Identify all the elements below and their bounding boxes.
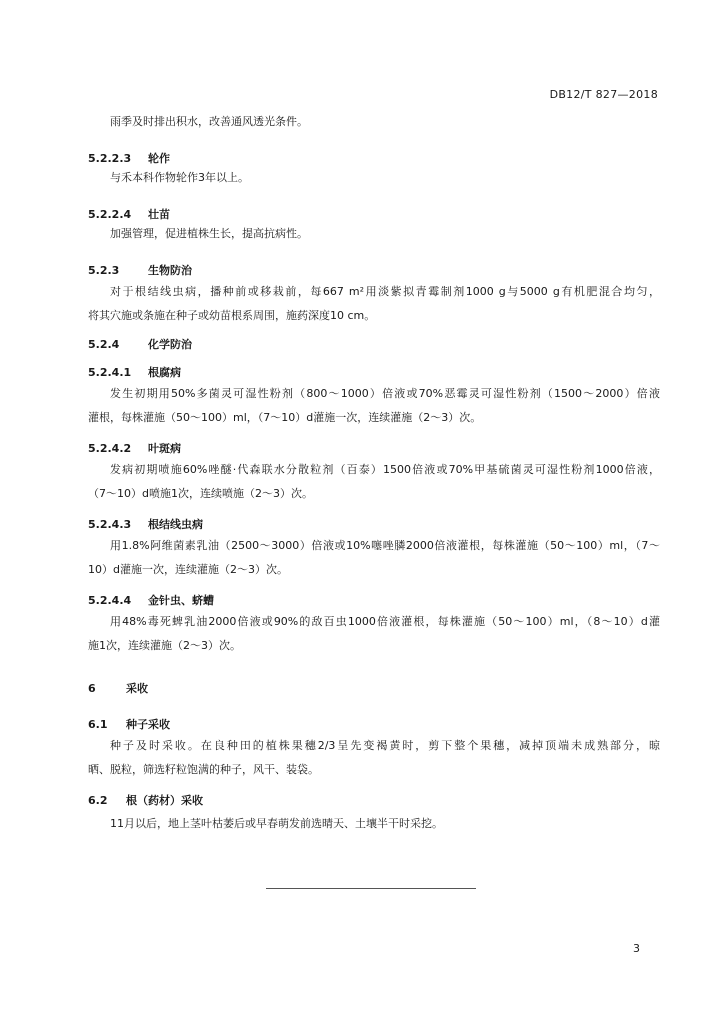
paragraph-line: 施1次，连续灌施（2～3）次。	[88, 639, 241, 652]
paragraph	[88, 110, 660, 134]
paragraph-line: 对于根结线虫病，播种前或移栽前，每667 m²用淡紫拟青霉制剂1000 g与5000 g有机肥混合均匀，	[110, 285, 660, 298]
section-number: 6	[88, 682, 96, 695]
paragraph-line: 11月以后，地上茎叶枯萎后或早春萌发前选晴天、土壤半干时采挖。	[110, 817, 443, 830]
paragraph	[88, 458, 660, 506]
page-number: 3	[633, 942, 640, 955]
section-number: 6.2	[88, 794, 108, 807]
section-heading	[88, 336, 192, 352]
section-title: 壮苗	[148, 208, 170, 221]
paragraph	[88, 734, 660, 782]
standard-code: DB12/T 827—2018	[549, 88, 658, 101]
section-heading	[88, 440, 181, 456]
section-heading	[88, 792, 203, 808]
section-title: 金针虫、蛴螬	[148, 594, 214, 607]
section-title: 种子采收	[126, 718, 170, 731]
paragraph-line: 将其穴施或条施在种子或幼苗根系周围，施药深度10 cm。	[88, 309, 376, 322]
paragraph	[88, 166, 660, 190]
section-heading	[88, 150, 170, 166]
paragraph-line: 种子及时采收。在良种田的植株果穗2/3呈先变褐黄时，剪下整个果穗，减掉顶端未成熟部分，晾	[110, 739, 660, 752]
paragraph-line: 发生初期用50%多菌灵可湿性粉剂（800～1000）倍液或70%恶霉灵可湿性粉剂（1500～2000）倍液	[110, 387, 660, 400]
paragraph	[88, 610, 660, 658]
section-number: 5.2.3	[88, 264, 120, 277]
section-heading	[88, 206, 170, 222]
paragraph-line: 用48%毒死蜱乳油2000倍液或90%的敌百虫1000倍液灌根，每株灌施（50～100）ml，（8～10）d灌	[110, 615, 660, 628]
section-number: 5.2.2.3	[88, 152, 132, 165]
section-heading	[88, 680, 148, 696]
paragraph	[88, 222, 660, 246]
section-title: 生物防治	[148, 264, 192, 277]
section-number: 5.2.4.2	[88, 442, 132, 455]
paragraph-line: 10）d灌施一次，连续灌施（2～3）次。	[88, 563, 288, 576]
section-heading	[88, 716, 170, 732]
paragraph-line: 加强管理，促进植株生长，提高抗病性。	[110, 227, 308, 240]
section-number: 6.1	[88, 718, 108, 731]
section-title: 化学防治	[148, 338, 192, 351]
section-number: 5.2.4.1	[88, 366, 132, 379]
paragraph	[88, 812, 660, 836]
paragraph-line: 灌根，每株灌施（50～100）ml，（7～10）d灌施一次，连续灌施（2～3）次。	[88, 411, 482, 424]
paragraph-line: 发病初期喷施60%唑醚·代森联水分散粒剂（百泰）1500倍液或70%甲基硫菌灵可湿性粉剂1000倍液，	[110, 463, 660, 476]
paragraph-line: （7～10）d喷施1次，连续喷施（2～3）次。	[88, 487, 313, 500]
section-heading	[88, 262, 192, 278]
section-title: 叶斑病	[148, 442, 181, 455]
paragraph-line: 与禾本科作物轮作3年以上。	[110, 171, 249, 184]
section-title: 根（药材）采收	[126, 794, 203, 807]
section-heading	[88, 364, 181, 380]
paragraph-line: 用1.8%阿维菌素乳油（2500～3000）倍液或10%噻唑膦2000倍液灌根，每株灌施（50～100）ml，（7～	[110, 539, 660, 552]
paragraph	[88, 382, 660, 430]
section-title: 根腐病	[148, 366, 181, 379]
section-number: 5.2.4.4	[88, 594, 132, 607]
paragraph-line: 雨季及时排出积水，改善通风透光条件。	[110, 115, 308, 128]
section-title: 根结线虫病	[148, 518, 203, 531]
section-heading	[88, 592, 214, 608]
section-number: 5.2.4	[88, 338, 120, 351]
end-rule	[266, 888, 476, 889]
section-title: 轮作	[148, 152, 170, 165]
paragraph	[88, 534, 660, 582]
paragraph	[88, 280, 660, 328]
section-number: 5.2.2.4	[88, 208, 132, 221]
section-title: 采收	[126, 682, 148, 695]
section-heading	[88, 516, 203, 532]
section-number: 5.2.4.3	[88, 518, 132, 531]
paragraph-line: 晒、脱粒，筛选籽粒饱满的种子，风干、装袋。	[88, 763, 319, 776]
